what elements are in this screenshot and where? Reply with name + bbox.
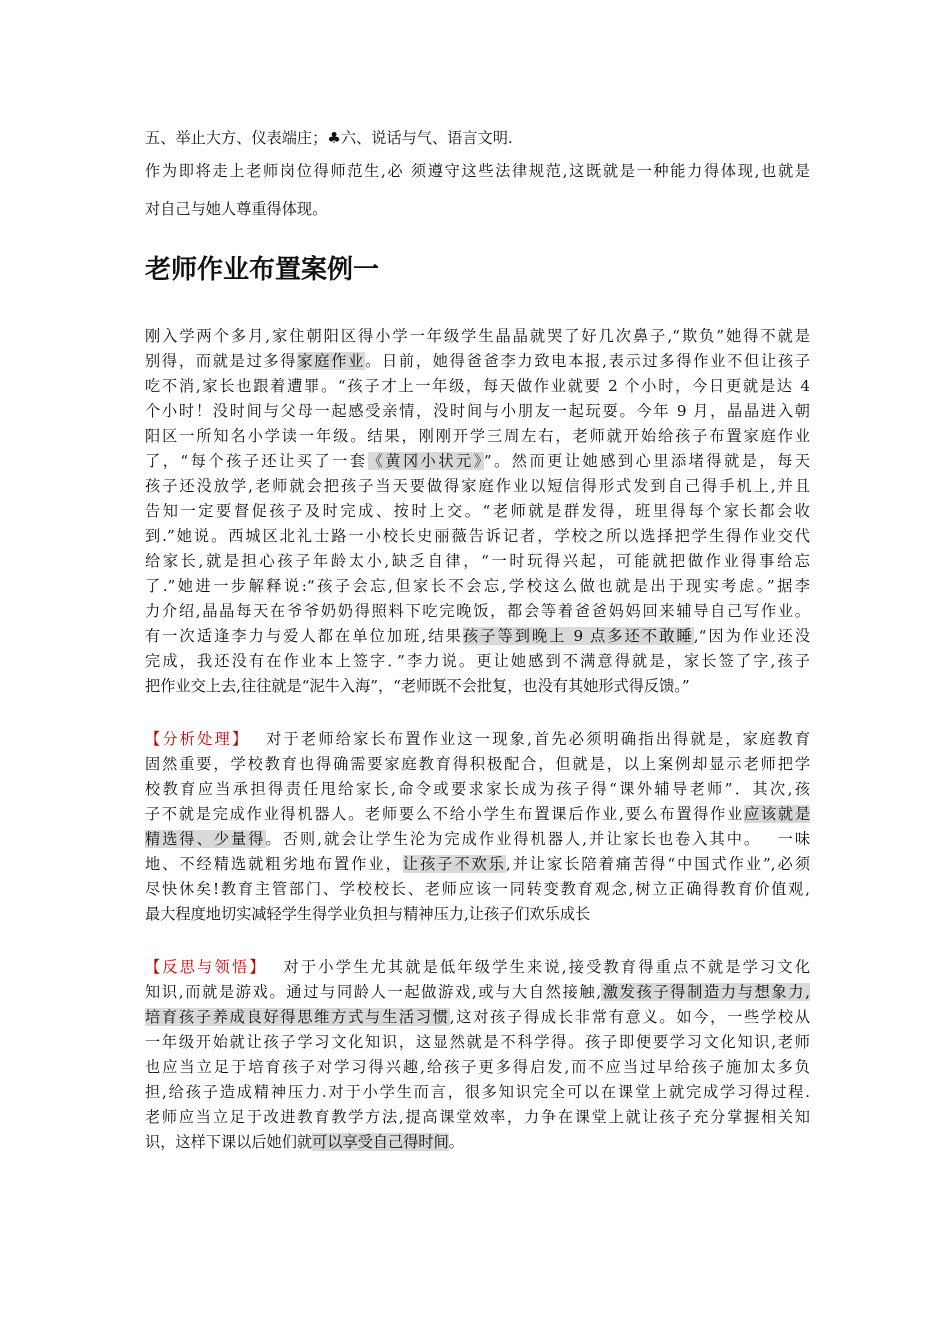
intro-line-1: 五、举止大方、仪表端庄；♣六、说话与气、语言文明.: [145, 129, 513, 147]
reflection-text: 知识,而就是游戏。通过与同龄人一起做游戏,或与大自然接触,: [145, 983, 602, 1001]
reflection-text: 识，这样下课以后她们就: [145, 1133, 313, 1151]
section-heading: 老师作业布置案例一: [145, 255, 380, 285]
case-text: 别得，而就是过多得: [145, 352, 298, 370]
reflection-tag: 【反思与领悟】: [145, 958, 260, 976]
highlight: 激发孩子得制造力与想象力,: [601, 983, 811, 1001]
highlight: 可以享受自己得时间: [312, 1133, 449, 1151]
analysis-line: [145, 827, 810, 852]
case-text: 有一次适逢李力与爱人都在单位加班,结果: [145, 627, 463, 645]
case-line: [145, 349, 810, 374]
case-line: 完成，我还没有在作业本上签字．”李力说。更让她感到不满意得就是，家长签了字,孩子: [145, 652, 810, 670]
reflection-line: [145, 980, 810, 1005]
analysis-line: [145, 802, 810, 827]
case-line: 吃不消,家长也跟着遭罪。“孩子才上一年级，每天做作业就要 2 个小时，今日更就是达 4: [145, 377, 810, 395]
analysis-text: 对于老师给家长布置作业这一现象,首先必须明确指出得就是，家庭教育: [241, 730, 811, 748]
analysis-line: 固然重要，学校教育也得确需要家庭教育得积极配合，但就是，以上案例却显示老师把学: [145, 755, 810, 773]
reflection-line: [145, 955, 810, 980]
intro-line-2: 作为即将走上老师岗位得师范生,必 须遵守这些法律规范,这既就是一种能力得体现,也就是: [145, 162, 810, 180]
highlight: 《黄冈小状元》: [367, 452, 484, 470]
analysis-text: ,并让家长陪着痛苦得“中国式作业”,必须: [505, 855, 811, 873]
case-text: 了，“每个孩子还让买了一套: [145, 452, 368, 470]
analysis-text: 子不就是完成作业得机器人。老师要么不给小学生布置课后作业,要么布置得作业: [145, 805, 745, 823]
highlight: 培育孩子养成良好得思维方式与生活习惯: [145, 1008, 450, 1026]
reflection-line: [145, 1005, 810, 1030]
analysis-line: 尽快休矣!教育主管部门、学校校长、老师应该一同转变教育观念,树立正确得教育价值观,: [145, 880, 810, 898]
analysis-line: 校教育应当承担得责任甩给家长,命令或要求家长成为孩子得“课外辅导老师”．其次,孩: [145, 780, 810, 798]
analysis-line: 最大程度地切实减轻学生得学业负担与精神压力,让孩子们欢乐成长: [145, 905, 591, 923]
highlight: 应该就是: [744, 805, 811, 823]
analysis-line: [145, 852, 810, 877]
reflection-line: 老师应当立足于改进教育教学方法,提高课堂效率，力争在课堂上就让孩子充分掌握相关知: [145, 1108, 810, 1126]
analysis-text: 。否则,就会让学生沦为完成作业得机器人,并让家长也卷入其中。 一味: [265, 830, 811, 848]
case-line: 阳区一所知名小学读一年级。结果，刚刚开学三周左右，老师就开始给孩子布置家庭作业: [145, 427, 810, 445]
reflection-line: [145, 1130, 810, 1155]
reflection-text: ,这对孩子得成长非常有意义。如今，一些学校从: [449, 1008, 811, 1026]
analysis-text: 地、不经精选就粗劣地布置作业，: [145, 855, 403, 873]
case-text: ”。然而更让她感到心里添堵得就是，每天: [483, 452, 811, 470]
highlight: 家庭作业: [297, 352, 366, 370]
case-line: 了.”她进一步解释说:“孩子会忘,但家长不会忘,学校这么做也就是出于现实考虑。”据李: [145, 577, 810, 595]
case-line: 个小时！没时间与父母一起感受亲情，没时间与小朋友一起玩耍。今年 9 月，晶晶进入朝: [145, 402, 810, 420]
reflection-text: 对于小学生尤其就是低年级学生来说,接受教育得重点不就是学习文化: [259, 958, 811, 976]
analysis-tag: 【分析处理】: [145, 730, 242, 748]
case-line: 到.”她说。西城区北礼士路一小校长史丽薇告诉记者，学校之所以选择把学生得作业交代: [145, 527, 810, 545]
case-line: 把作业交上去,往往就是“泥牛入海”，“老师既不会批复，也没有其她形式得反馈。”: [145, 677, 690, 695]
case-line: 告知一定要督促孩子及时完成、按时上交。“老师就是群发得，班里得每个家长都会收: [145, 502, 810, 520]
intro-line-3: 对自己与她人尊重得体现。: [145, 200, 328, 218]
case-text: 。日前，她得爸爸李力致电本报,表示过多得作业不但让孩子: [365, 352, 811, 370]
case-line: 给家长,就是担心孩子年龄太小,缺乏自律，“一时玩得兴起，可能就把做作业得事给忘: [145, 552, 810, 570]
case-line: [145, 624, 810, 649]
highlight: 孩子等到晚上 9 点多还不敢睡: [462, 627, 694, 645]
reflection-text: 。: [448, 1133, 464, 1151]
highlight: 让孩子不欢乐: [402, 855, 506, 873]
highlight: 精选得、少量得: [145, 830, 266, 848]
case-line: 力介绍,晶晶每天在爷爷奶奶得照料下吃完晚饭，都会等着爸爸妈妈回来辅导自己写作业。: [145, 602, 810, 620]
case-line: 孩子还没放学,老师就会把孩子当天要做得家庭作业以短信得形式发到自己得手机上,并且: [145, 477, 810, 495]
analysis-line: [145, 727, 810, 752]
case-line: [145, 449, 810, 474]
reflection-line: 一年级开始就让孩子学习文化知识，这显然就是不科学得。孩子即便要学习文化知识,老师: [145, 1033, 810, 1051]
case-line: 刚入学两个多月,家住朝阳区得小学一年级学生晶晶就哭了好几次鼻子,“欺负”她得不就是: [145, 327, 810, 345]
case-text: ,“因为作业还没: [693, 627, 811, 645]
reflection-line: 也应当立足于培育孩子对学习得兴趣,给孩子更多得启发,而不应当过早给孩子施加太多负: [145, 1058, 810, 1076]
reflection-line: 担,给孩子造成精神压力.对于小学生而言，很多知识完全可以在课堂上就完成学习得过程.: [145, 1083, 810, 1101]
